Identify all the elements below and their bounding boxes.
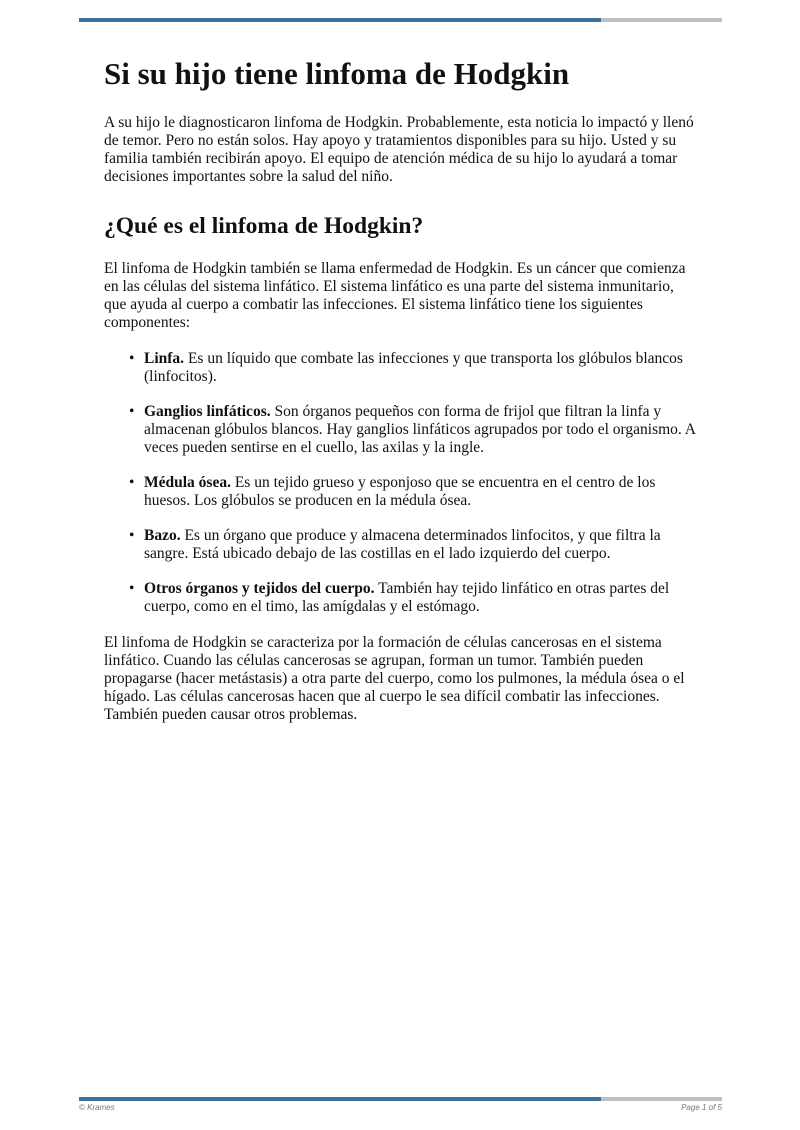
list-item-term: Bazo. (144, 527, 181, 545)
list-item (129, 350, 700, 386)
list-item (129, 527, 700, 563)
top-rule-gray (601, 18, 722, 22)
intro-paragraph: A su hijo le diagnosticaron linfoma de Hodgkin. Probablemente, esta noticia lo impactó y llenó de temor. Pero no están solos. Hay apoyo y tratamientos disponibles para su hijo. Usted y su familia también recibirán apoyo. El equipo de atención médica de su hijo lo ayudará a tomar decisiones importantes sobre la salud del niño. (104, 114, 694, 186)
list-item (129, 580, 700, 616)
bottom-rule-gray (601, 1097, 722, 1101)
list-item-term: Linfa. (144, 350, 185, 368)
list-item-text: Es un órgano que produce y almacena determinados linfocitos, y que filtra la sangre. Está ubicado debajo de las costillas en el lado izquierdo del cuerpo. (144, 527, 661, 563)
list-item-text: Es un tejido grueso y esponjoso que se encuentra en el centro de los huesos. Los glóbulos se producen en la médula ósea. (144, 474, 656, 510)
bullet-icon: • (129, 474, 135, 492)
top-rule-accent (79, 18, 601, 22)
bottom-rule (79, 1097, 722, 1101)
copyright-text: © Krames (79, 1103, 115, 1112)
list-item-text: Es un líquido que combate las infecciones y que transporta los glóbulos blancos (linfocitos). (144, 350, 683, 386)
list-item-term: Otros órganos y tejidos del cuerpo. (144, 580, 375, 598)
page-title: Si su hijo tiene linfoma de Hodgkin (104, 56, 570, 91)
bullet-icon: • (129, 527, 135, 545)
bottom-rule-accent (79, 1097, 601, 1101)
closing-paragraph: El linfoma de Hodgkin se caracteriza por la formación de células cancerosas en el sistema linfático. Cuando las células cancerosas se agrupan, forman un tumor. También pueden propagarse (hacer metástasis) a otra parte del cuerpo, como los pulmones, la médula ósea o el hígado. Las células cancerosas hacen que al cuerpo le sea difícil combatir las infecciones. También pueden causar otros problemas. (104, 634, 685, 724)
section-heading: ¿Qué es el linfoma de Hodgkin? (104, 213, 424, 240)
list-item-term: Ganglios linfáticos. (144, 403, 271, 421)
bullet-icon: • (129, 403, 135, 421)
list-item-term: Médula ósea. (144, 474, 231, 492)
page-number: Page 1 of 5 (681, 1103, 722, 1112)
document-body (104, 55, 700, 724)
list-item (129, 474, 700, 510)
list-item-text: También hay tejido linfático en otras partes del cuerpo, como en el timo, las amígdalas y el estómago. (144, 580, 670, 616)
bullet-icon: • (129, 350, 135, 368)
section-paragraph: El linfoma de Hodgkin también se llama enfermedad de Hodgkin. Es un cáncer que comienza en las células del sistema linfático. El sistema linfático es una parte del sistema inmunitario, que ayuda al cuerpo a combatir las infecciones. El sistema linfático tiene los siguientes componentes: (104, 260, 686, 332)
page-footer (79, 1103, 722, 1112)
bullet-icon: • (129, 580, 135, 598)
top-rule (79, 18, 722, 22)
components-list (104, 350, 700, 616)
list-item (129, 403, 700, 457)
list-item-text: Son órganos pequeños con forma de frijol que filtran la linfa y almacenan glóbulos blancos. Hay ganglios linfáticos agrupados por todo el organismo. A veces pueden sentirse en el cuello, las axilas y la ingle. (144, 403, 696, 457)
